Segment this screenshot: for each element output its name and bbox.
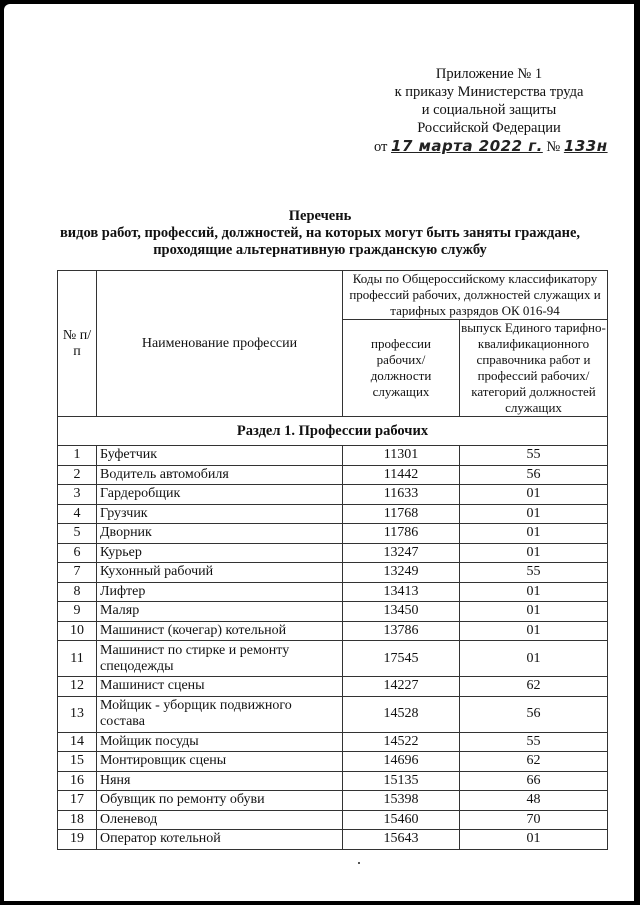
profession-name: Монтировщик сцены [97,752,343,772]
row-number: 4 [58,504,97,524]
table-row [58,582,608,602]
profession-name: Грузчик [97,504,343,524]
table-row [58,791,608,811]
appendix-order-line: к приказу Министерства труда [394,84,584,100]
row-number: 11 [58,641,97,677]
profession-name: Обувщик по ремонту обуви [97,791,343,811]
profession-code: 14522 [343,732,460,752]
row-number: 19 [58,830,97,850]
etks-issue: 56 [460,696,608,732]
profession-code: 13249 [343,563,460,583]
document-page [4,4,634,901]
row-number: 8 [58,582,97,602]
etks-issue: 01 [460,602,608,622]
profession-code: 15460 [343,810,460,830]
etks-issue: 62 [460,677,608,697]
header-codes: Коды по Общероссийскому классификатору профессий рабочих, должностей служащих и тарифных разрядов ОК 016-94 [343,271,608,320]
profession-name: Гардеробщик [97,485,343,505]
row-number: 16 [58,771,97,791]
profession-code: 15643 [343,830,460,850]
profession-code: 13450 [343,602,460,622]
table-row [58,485,608,505]
appendix-block [374,65,608,156]
profession-code: 15398 [343,791,460,811]
profession-code: 14528 [343,696,460,732]
title-subheading-2: проходящие альтернативную гражданскую службу [153,242,487,258]
appendix-ministry-line: и социальной защиты [421,102,557,118]
table-row [58,446,608,466]
profession-name: Дворник [97,524,343,544]
profession-name: Лифтер [97,582,343,602]
profession-code: 11786 [343,524,460,544]
table-row [58,543,608,563]
profession-name: Кухонный рабочий [97,563,343,583]
row-number: 15 [58,752,97,772]
table-row [58,771,608,791]
etks-issue: 48 [460,791,608,811]
profession-name: Машинист (кочегар) котельной [97,621,343,641]
row-number: 7 [58,563,97,583]
profession-code: 14696 [343,752,460,772]
row-number: 14 [58,732,97,752]
appendix-title: Приложение № 1 [435,66,543,82]
row-number: 9 [58,602,97,622]
table-row [58,752,608,772]
etks-issue: 01 [460,830,608,850]
profession-name: Водитель автомобиля [97,465,343,485]
row-number: 10 [58,621,97,641]
profession-name: Мойщик посуды [97,732,343,752]
etks-issue: 70 [460,810,608,830]
profession-code: 13413 [343,582,460,602]
etks-issue: 01 [460,485,608,505]
profession-name: Курьер [97,543,343,563]
profession-code: 14227 [343,677,460,697]
etks-issue: 01 [460,504,608,524]
etks-issue: 55 [460,563,608,583]
row-number: 3 [58,485,97,505]
table-row [58,696,608,732]
profession-code: 17545 [343,641,460,677]
profession-code: 11633 [343,485,460,505]
appendix-date-line [374,137,608,156]
profession-code: 15135 [343,771,460,791]
table-row [58,465,608,485]
header-code-profession: профессии рабочих/ должности служащих [343,320,460,417]
row-number: 13 [58,696,97,732]
etks-issue: 01 [460,641,608,677]
profession-name: Машинист по стирке и ремонту спецодежды [97,641,343,677]
table-row [58,810,608,830]
title-heading: Перечень [288,208,352,224]
table-row [58,602,608,622]
etks-issue: 55 [460,446,608,466]
profession-code: 11768 [343,504,460,524]
profession-name: Буфетчик [97,446,343,466]
etks-issue: 56 [460,465,608,485]
header-name: Наименование профессии [97,271,343,417]
table-row [58,621,608,641]
handwritten-date: 17 марта 2022 г. [391,137,543,155]
scan-speck [358,862,360,864]
row-number: 6 [58,543,97,563]
document-title [10,208,630,259]
handwritten-order-number: 133н [563,137,608,155]
row-number: 17 [58,791,97,811]
table-row [58,504,608,524]
etks-issue: 62 [460,752,608,772]
row-number: 1 [58,446,97,466]
table-row [58,524,608,544]
profession-name: Маляр [97,602,343,622]
profession-code: 13786 [343,621,460,641]
etks-issue: 01 [460,524,608,544]
table-row [58,732,608,752]
header-num: № п/п [58,271,97,417]
profession-name: Мойщик - уборщик подвижного состава [97,696,343,732]
profession-name: Машинист сцены [97,677,343,697]
number-prefix: № [546,139,561,155]
professions-table [57,270,608,850]
profession-name: Оператор котельной [97,830,343,850]
etks-issue: 01 [460,621,608,641]
table-row [58,641,608,677]
table-row [58,677,608,697]
row-number: 5 [58,524,97,544]
row-number: 18 [58,810,97,830]
etks-issue: 01 [460,582,608,602]
table-row [58,830,608,850]
etks-issue: 66 [460,771,608,791]
row-number: 2 [58,465,97,485]
date-prefix: от [374,139,388,155]
row-number: 12 [58,677,97,697]
etks-issue: 55 [460,732,608,752]
table-row [58,563,608,583]
profession-code: 11301 [343,446,460,466]
etks-issue: 01 [460,543,608,563]
profession-code: 13247 [343,543,460,563]
profession-name: Оленевод [97,810,343,830]
profession-name: Няня [97,771,343,791]
title-subheading-1: видов работ, профессий, должностей, на которых могут быть заняты граждане, [59,225,581,241]
appendix-country-line: Российской Федерации [417,120,561,136]
header-code-etks: выпуск Единого тарифно-квалификационного справочника работ и профессий рабочих/категорий должностей служащих [461,320,606,415]
profession-code: 11442 [343,465,460,485]
section-heading: Раздел 1. Профессии рабочих [58,417,608,446]
